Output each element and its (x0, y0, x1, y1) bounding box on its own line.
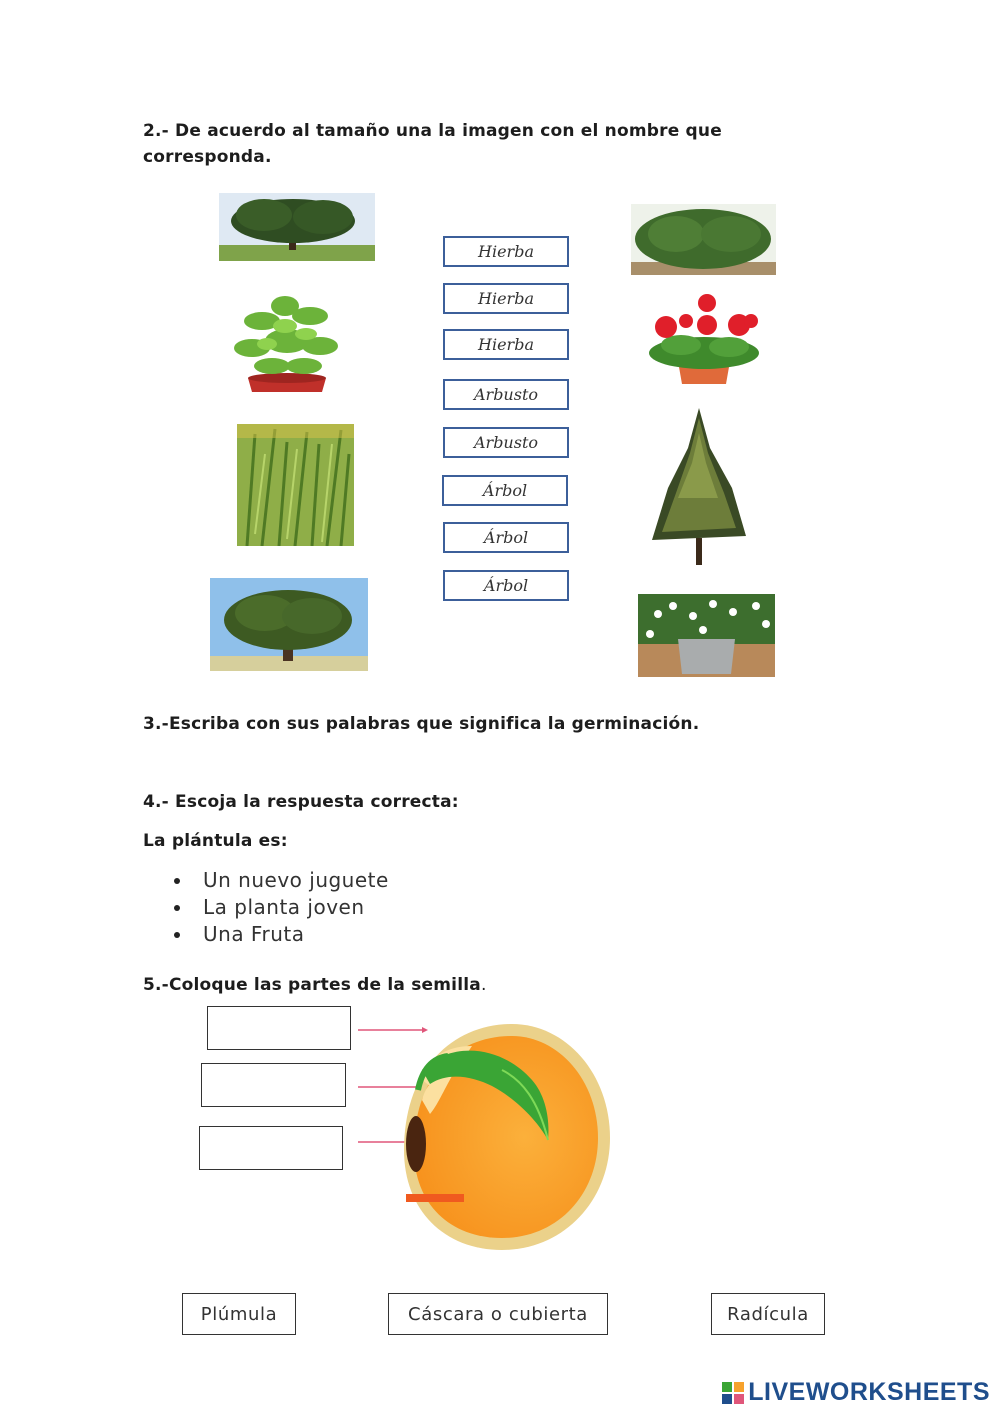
shrub-photo[interactable] (631, 204, 776, 275)
tag-radicula[interactable]: Radícula (711, 1293, 825, 1335)
word-box-3[interactable]: Hierba (443, 329, 569, 360)
question5-title (143, 972, 487, 998)
question5-title-text: 5.-Coloque las partes de la semilla (143, 975, 481, 995)
question2-title (143, 118, 722, 170)
question5-title-suffix: . (480, 975, 487, 995)
tag-plumula[interactable]: Plúmula (182, 1293, 296, 1335)
question2-title-line2: corresponda. (143, 147, 272, 167)
question3-title: 3.-Escriba con sus palabras que significa la germinación. (143, 714, 700, 734)
seed-diagram (352, 1010, 614, 1255)
brand-name: LIVEWORKSHEETS (748, 1378, 990, 1406)
rosemary-photo[interactable] (237, 424, 354, 546)
word-box-1[interactable]: Hierba (443, 236, 569, 267)
question4-prompt: La plántula es: (143, 831, 288, 851)
drop-box-2[interactable] (201, 1063, 346, 1107)
option-2[interactable] (143, 894, 389, 921)
liveworksheets-icon (722, 1382, 744, 1404)
bullet-icon (174, 932, 180, 938)
option-1[interactable] (143, 867, 389, 894)
word-box-7[interactable]: Árbol (443, 522, 569, 553)
jasmine-pot-photo[interactable] (638, 594, 775, 677)
word-box-8[interactable]: Árbol (443, 570, 569, 601)
geranium-photo[interactable] (641, 293, 767, 385)
option-2-label: La planta joven (203, 895, 365, 919)
liveworksheets-logo (722, 1378, 990, 1407)
word-box-2[interactable]: Hierba (443, 283, 569, 314)
tag-cascara[interactable]: Cáscara o cubierta (388, 1293, 608, 1335)
pine-tree-photo[interactable] (648, 408, 750, 565)
question2-title-line1: 2.- De acuerdo al tamaño una la imagen con el nombre que (143, 121, 722, 141)
drop-box-3[interactable] (199, 1126, 343, 1170)
option-3-label: Una Fruta (203, 922, 305, 946)
word-box-4[interactable]: Arbusto (443, 379, 569, 410)
big-tree-photo[interactable] (210, 578, 368, 671)
option-1-label: Un nuevo juguete (203, 868, 389, 892)
bullet-icon (174, 905, 180, 911)
word-box-6[interactable]: Árbol (442, 475, 568, 506)
question4-title: 4.- Escoja la respuesta correcta: (143, 792, 459, 812)
oak-tree-photo[interactable] (219, 193, 375, 261)
answer-options (143, 867, 389, 948)
option-3[interactable] (143, 921, 389, 948)
word-box-5[interactable]: Arbusto (443, 427, 569, 458)
drop-box-1[interactable] (207, 1006, 351, 1050)
bullet-icon (174, 878, 180, 884)
herb-pot-photo[interactable] (222, 286, 352, 394)
